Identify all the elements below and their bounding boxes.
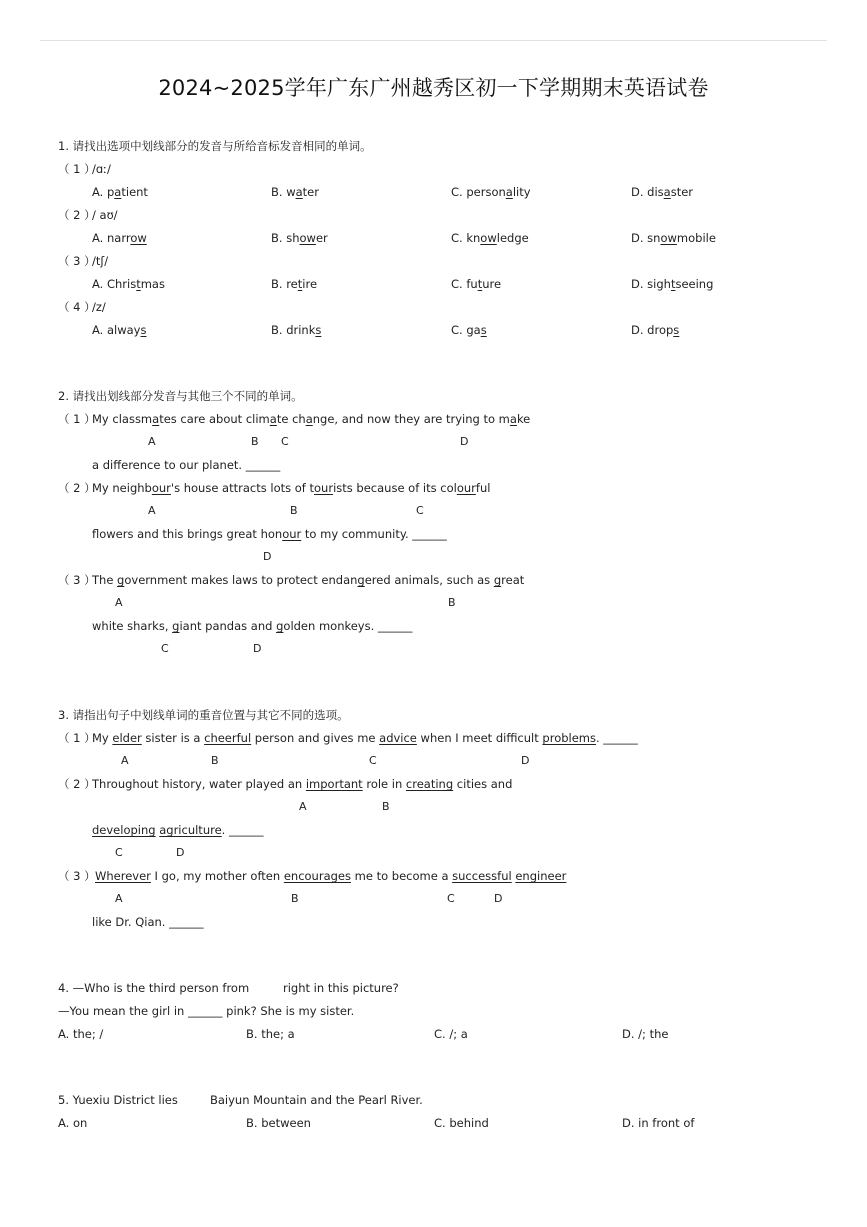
q1-4-phonetic: /z/ [92,300,106,314]
q4-option-b[interactable]: B. the; a [246,1027,295,1041]
q4-stem-part1: 4. —Who is the third person from [58,981,250,995]
q1-3-option-c[interactable]: C. future [451,277,502,291]
q3-1-number: （ 1 ） [58,731,96,745]
q5-stem-part2: Baiyun Mountain and the Pearl River. [210,1093,423,1107]
q1-3-option-b[interactable]: B. retire [271,277,318,291]
q2-3-sentence-line1: The government makes laws to protect endangered animals, such as great [92,573,525,587]
q3-3-sentence-line2: like Dr. Qian. ______ [92,915,204,929]
q1-3-option-d[interactable]: D. sightseeing [631,277,714,291]
q3-1-label-d[interactable]: D [521,754,530,767]
q3-1-label-a[interactable]: A [121,754,129,767]
q2-2-label-c[interactable]: C [416,504,424,517]
q2-1-label-a[interactable]: A [148,435,156,448]
q3-1-label-b[interactable]: B [211,754,219,767]
q1-3-option-a[interactable]: A. Christmas [92,277,165,291]
q4-option-d[interactable]: D. /; the [622,1027,669,1041]
q2-2-label-d[interactable]: D [263,550,272,563]
q2-3-label-a[interactable]: A [115,596,123,609]
q1-4-number: （ 4 ） [58,300,96,314]
q5-option-d[interactable]: D. in front of [622,1116,695,1130]
q5-option-c[interactable]: C. behind [434,1116,489,1130]
top-divider [40,40,827,41]
q1-1-option-a[interactable]: A. patient [92,185,148,199]
q1-3-number: （ 3 ） [58,254,96,268]
page-title: 2024~2025学年广东广州越秀区初一下学期期末英语试卷 [158,76,709,100]
q2-3-number: （ 3 ） [58,573,96,587]
q2-2-sentence-line1: My neighbour's house attracts lots of tourists because of its colourful [92,481,491,495]
q3-2-sentence-line1: Throughout history, water played an important role in creating cities and [92,777,513,791]
q1-1-phonetic: /ɑː/ [92,162,111,176]
q3-2-sentence-line2: developing agriculture. ______ [92,823,264,837]
q2-1-sentence-line2: a difference to our planet. ______ [92,458,281,472]
q3-3-number: （ 3 ） [58,869,96,883]
q2-3-label-c[interactable]: C [161,642,169,655]
q2-3-label-b[interactable]: B [448,596,456,609]
q1-2-option-a[interactable]: A. narrow [92,231,147,245]
q3-1-sentence: My elder sister is a cheerful person and gives me advice when I meet difficult problems. ______ [92,731,638,745]
q1-4-option-d[interactable]: D. drops [631,323,680,337]
q1-4-option-c[interactable]: C. gas [451,323,487,337]
q1-4-option-a[interactable]: A. always [92,323,147,337]
q3-2-label-c[interactable]: C [115,846,123,859]
q2-1-label-d[interactable]: D [460,435,469,448]
q2-3-label-d[interactable]: D [253,642,262,655]
q2-2-sentence-line2: flowers and this brings great honour to my community. ______ [92,527,447,541]
q1-2-phonetic: / aʊ/ [92,208,118,222]
q1-4-option-b[interactable]: B. drinks [271,323,322,337]
q1-2-option-c[interactable]: C. knowledge [451,231,529,245]
q1-1-option-d[interactable]: D. disaster [631,185,694,199]
q4-stem-line2: —You mean the girl in ______ pink? She is my sister. [58,1004,355,1018]
q3-2-label-a[interactable]: A [299,800,307,813]
q2-2-label-a[interactable]: A [148,504,156,517]
q1-3-phonetic: /tʃ/ [92,254,109,268]
q1-2-option-b[interactable]: B. shower [271,231,328,245]
q1-2-option-d[interactable]: D. snowmobile [631,231,716,245]
q5-stem-part1: 5. Yuexiu District lies [58,1093,178,1107]
q2-2-number: （ 2 ） [58,481,96,495]
q1-1-option-c[interactable]: C. personality [451,185,531,199]
q4-stem-part2: right in this picture? [283,981,399,995]
q5-option-a[interactable]: A. on [58,1116,88,1130]
q1-1-number: （ 1 ） [58,162,96,176]
q2-1-number: （ 1 ） [58,412,96,426]
q3-3-sentence-line1: Wherever I go, my mother often encourages me to become a successful engineer [95,869,567,883]
q3-prompt: 3. 请指出句子中划线单词的重音位置与其它不同的选项。 [58,708,349,722]
q3-2-label-b[interactable]: B [382,800,390,813]
q3-1-label-c[interactable]: C [369,754,377,767]
q2-prompt: 2. 请找出划线部分发音与其他三个不同的单词。 [58,389,303,403]
q1-2-number: （ 2 ） [58,208,96,222]
q3-3-label-c[interactable]: C [447,892,455,905]
q3-2-label-d[interactable]: D [176,846,185,859]
q2-1-sentence-line1: My classmates care about climate change, and now they are trying to make [92,412,531,426]
q3-2-number: （ 2 ） [58,777,96,791]
q3-3-label-b[interactable]: B [291,892,299,905]
q3-3-label-d[interactable]: D [494,892,503,905]
q2-3-sentence-line2: white sharks, giant pandas and golden monkeys. ______ [92,619,413,633]
q1-prompt: 1. 请找出选项中划线部分的发音与所给音标发音相同的单词。 [58,139,372,153]
q4-option-a[interactable]: A. the; / [58,1027,104,1041]
q1-1-option-b[interactable]: B. water [271,185,319,199]
q3-3-label-a[interactable]: A [115,892,123,905]
q2-1-label-c[interactable]: C [281,435,289,448]
q5-option-b[interactable]: B. between [246,1116,311,1130]
q2-1-label-b[interactable]: B [251,435,259,448]
q2-2-label-b[interactable]: B [290,504,298,517]
q4-option-c[interactable]: C. /; a [434,1027,468,1041]
